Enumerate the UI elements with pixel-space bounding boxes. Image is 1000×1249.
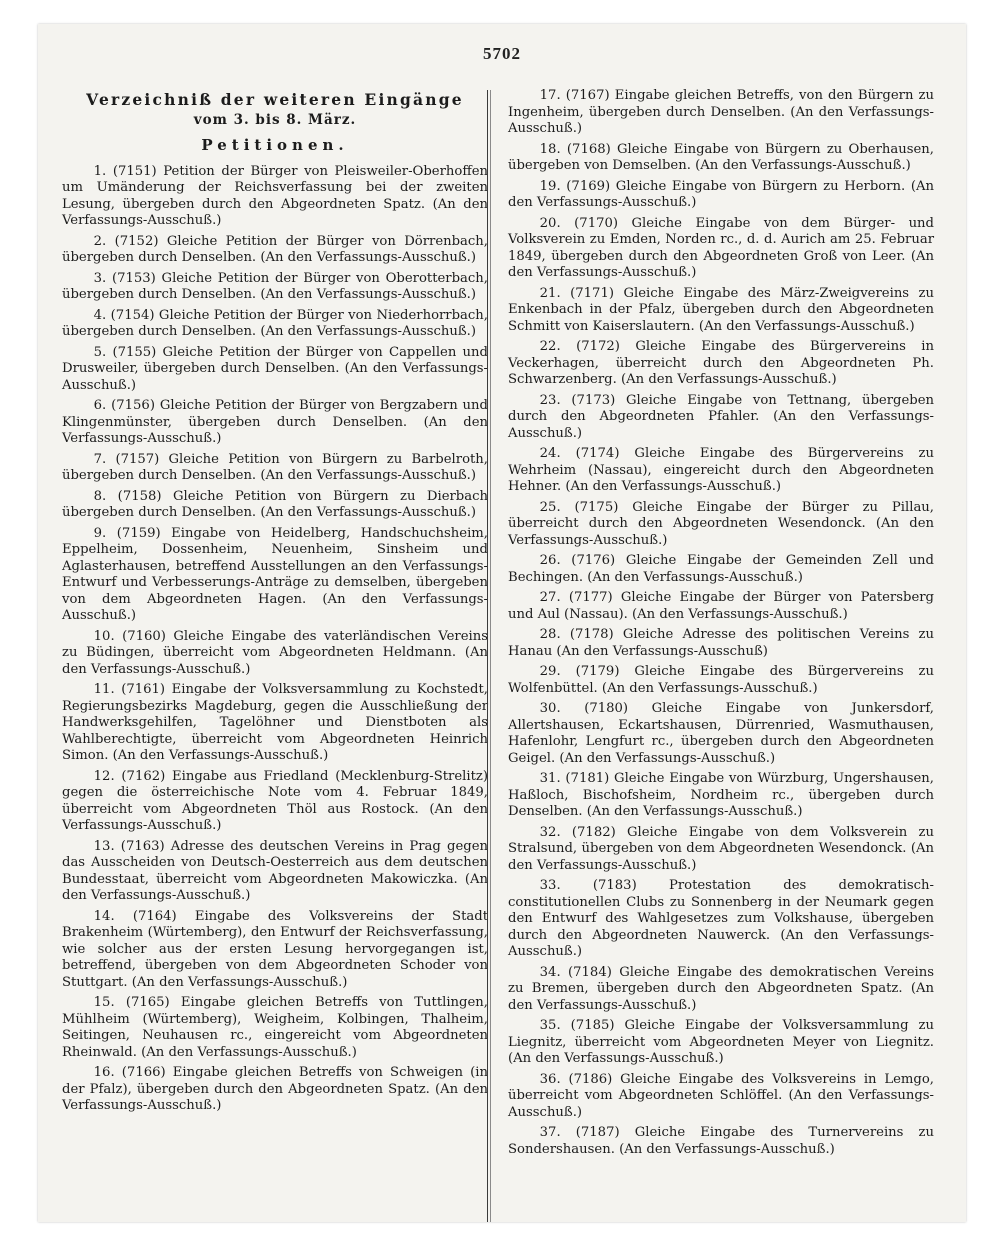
document-page <box>38 24 966 1222</box>
petition-list-left <box>62 164 488 1115</box>
petition-entry: 24. (7174) Gleiche Eingabe des Bürgervereins zu Wehrheim (Nassau), eingereicht durch den Abgeordneten Hehner. (An den Verfassungs-Ausschuß.) <box>508 446 934 494</box>
petition-entry: 32. (7182) Gleiche Eingabe von dem Volksverein zu Stralsund, übergeben von dem Abgeordneten Wesendonck. (An den Verfassungs-Ausschuß.) <box>508 824 934 873</box>
petition-entry: 11. (7161) Eingabe der Volksversammlung zu Kochstedt, Regierungsbezirks Magdeburg, gegen die Ausschließung der Handwerksgehilfen, Tagelöhner und Dienstboten als Wahlberechtigte, überreicht vom Abgeordneten Heinrich Simon. (An den Verfassungs-Ausschuß.) <box>62 682 488 763</box>
petition-entry: 23. (7173) Gleiche Eingabe von Tettnang, übergeben durch den Abgeordneten Pfahler. (An den Verfassungs-Ausschuß.) <box>508 392 934 441</box>
page-number: 5702 <box>483 44 521 63</box>
date-range: vom 3. bis 8. März. <box>193 112 357 128</box>
petition-entry: 22. (7172) Gleiche Eingabe des Bürgervereins in Veckerhagen, überreicht durch den Abgeordneten Ph. Schwarzenberg. (An den Verfassungs-Ausschuß.) <box>508 339 934 387</box>
left-column <box>62 90 488 1119</box>
petition-entry: 27. (7177) Gleiche Eingabe der Bürger von Patersberg und Aul (Nassau). (An den Verfassungs-Ausschuß.) <box>508 590 934 622</box>
petition-entry: 25. (7175) Gleiche Eingabe der Bürger zu Pillau, überreicht durch den Abgeordneten Wesendonck. (An den Verfassungs-Ausschuß.) <box>508 499 934 548</box>
petition-entry: 4. (7154) Gleiche Petition der Bürger von Niederhorrbach, übergeben durch Denselben. (An den Verfassungs-Ausschuß.) <box>62 307 488 339</box>
petition-entry: 29. (7179) Gleiche Eingabe des Bürgervereins zu Wolfenbüttel. (An den Verfassungs-Ausschuß.) <box>508 664 934 696</box>
petition-entry: 5. (7155) Gleiche Petition der Bürger von Cappellen und Drusweiler, übergeben durch Denselben. (An den Verfassungs-Ausschuß.) <box>62 344 488 393</box>
petition-entry: 1. (7151) Petition der Bürger von Pleisweiler-Oberhoffen um Umänderung der Reichsverfassung bei der zweiten Lesung, übergeben durch den Abgeordneten Spatz. (An den Verfassungs-Ausschuß.) <box>62 163 488 228</box>
petition-entry: 15. (7165) Eingabe gleichen Betreffs von Tuttlingen, Mühlheim (Würtemberg), Weigheim, Kolbingen, Thalheim, Seitingen, Neuhausen rc., eingereicht vom Abgeordneten Rheinwald. (An den Verfassungs-Ausschuß.) <box>62 995 488 1060</box>
petition-entry: 26. (7176) Gleiche Eingabe der Gemeinden Zell und Bechingen. (An den Verfassungs-Ausschuß.) <box>508 553 934 585</box>
petition-entry: 7. (7157) Gleiche Petition von Bürgern zu Barbelroth, übergeben durch Denselben. (An den Verfassungs-Ausschuß.) <box>62 451 488 483</box>
petition-entry: 9. (7159) Eingabe von Heidelberg, Handschuchsheim, Eppelheim, Dossenheim, Neuenheim, Sinsheim und Aglasterhausen, betreffend Ausstellungen an den Verfassungs-Entwurf und Verbesserungs-Anträge zu demselben, übergeben von dem Abgeordneten Hagen. (An den Verfassungs-Ausschuß.) <box>62 525 488 623</box>
petition-entry: 19. (7169) Gleiche Eingabe von Bürgern zu Herborn. (An den Verfassungs-Ausschuß.) <box>508 178 934 210</box>
petition-entry: 37. (7187) Gleiche Eingabe des Turnervereins zu Sondershausen. (An den Verfassungs-Ausschuß.) <box>508 1125 934 1157</box>
petition-entry: 2. (7152) Gleiche Petition der Bürger von Dörrenbach, übergeben durch Denselben. (An den Verfassungs-Ausschuß.) <box>62 233 488 265</box>
page-title: Verzeichniß der weiteren Eingänge <box>86 90 464 109</box>
petition-entry: 28. (7178) Gleiche Adresse des politischen Vereins zu Hanau (An den Verfassungs-Ausschuß) <box>508 627 934 659</box>
petition-entry: 30. (7180) Gleiche Eingabe von Junkersdorf, Allertshausen, Eckartshausen, Dürrenried, Wasmuthausen, Hafenlohr, Lengfurt rc., übergeben durch den Abgeordneten Geigel. (An den Verfassungs-Ausschuß.) <box>508 701 934 766</box>
petition-entry: 13. (7163) Adresse des deutschen Vereins in Prag gegen das Ausscheiden von Deutsch-Oesterreich aus dem deutschen Bundesstaat, überreicht vom Abgeordneten Makowiczka. (An den Verfassungs-Ausschuß.) <box>62 838 488 903</box>
petition-entry: 21. (7171) Gleiche Eingabe des März-Zweigvereins zu Enkenbach in der Pfalz, übergeben durch den Abgeordneten Schmitt von Kaiserslautern. (An den Verfassungs-Ausschuß.) <box>508 285 934 334</box>
petition-entry: 20. (7170) Gleiche Eingabe von dem Bürger- und Volksverein zu Emden, Norden rc., d. d. Aurich am 25. Februar 1849, übergeben durch den Abgeordneten Groß von Leer. (An den Verfassungs-Ausschuß.) <box>508 215 934 280</box>
petition-entry: 36. (7186) Gleiche Eingabe des Volksvereins in Lemgo, überreicht vom Abgeordneten Schlöffel. (An den Verfassungs-Ausschuß.) <box>508 1071 934 1120</box>
petition-entry: 10. (7160) Gleiche Eingabe des vaterländischen Vereins zu Büdingen, überreicht vom Abgeordneten Heldmann. (An den Verfassungs-Ausschuß.) <box>62 628 488 677</box>
petition-entry: 33. (7183) Protestation des demokratisch-constitutionellen Clubs zu Sonnenberg in der Neumark gegen den Entwurf des Wahlgesetzes zum Volkshause, übergeben durch den Abgeordneten Nauwerck. (An den Verfassungs-Ausschuß.) <box>508 878 934 959</box>
column-divider <box>487 90 491 1222</box>
petition-entry: 3. (7153) Gleiche Petition der Bürger von Oberotterbach, übergeben durch Denselben. (An den Verfassungs-Ausschuß.) <box>62 270 488 302</box>
petition-entry: 14. (7164) Eingabe des Volksvereins der Stadt Brakenheim (Würtemberg), den Entwurf der Reichsverfassung, wie solcher aus der ersten Lesung hervorgegangen ist, betreffend, übergeben von dem Abgeordneten Schoder von Stuttgart. (An den Verfassungs-Ausschuß.) <box>62 908 488 990</box>
petition-entry: 34. (7184) Gleiche Eingabe des demokratischen Vereins zu Bremen, übergeben durch den Abgeordneten Spatz. (An den Verfassungs-Ausschuß.) <box>508 964 934 1013</box>
petition-entry: 17. (7167) Eingabe gleichen Betreffs, von den Bürgern zu Ingenheim, übergeben durch Denselben. (An den Verfassungs-Ausschuß.) <box>508 88 934 136</box>
petition-list-right <box>508 88 934 1158</box>
petition-entry: 6. (7156) Gleiche Petition der Bürger von Bergzabern und Klingenmünster, übergeben durch Denselben. (An den Verfassungs-Ausschuß.) <box>62 398 488 446</box>
right-column <box>508 88 934 1162</box>
petition-entry: 18. (7168) Gleiche Eingabe von Bürgern zu Oberhausen, übergeben von Demselben. (An den Verfassungs-Ausschuß.) <box>508 141 934 173</box>
petition-entry: 16. (7166) Eingabe gleichen Betreffs von Schweigen (in der Pfalz), übergeben durch den Abgeordneten Spatz. (An den Verfassungs-Ausschuß.) <box>62 1065 488 1113</box>
section-title: Petitionen. <box>201 136 349 154</box>
petition-entry: 12. (7162) Eingabe aus Friedland (Mecklenburg-Strelitz) gegen die österreichische Note vom 4. Februar 1849, überreicht vom Abgeordneten Thöl aus Rostock. (An den Verfassungs-Ausschuß.) <box>62 768 488 833</box>
petition-entry: 35. (7185) Gleiche Eingabe der Volksversammlung zu Liegnitz, überreicht vom Abgeordneten Meyer von Liegnitz. (An den Verfassungs-Ausschuß.) <box>508 1018 934 1066</box>
petition-entry: 31. (7181) Gleiche Eingabe von Würzburg, Ungershausen, Haßloch, Bischofsheim, Nordheim rc., übergeben durch Denselben. (An den Verfassungs-Ausschuß.) <box>508 771 934 819</box>
petition-entry: 8. (7158) Gleiche Petition von Bürgern zu Dierbach übergeben durch Denselben. (An den Verfassungs-Ausschuß.) <box>62 488 488 520</box>
